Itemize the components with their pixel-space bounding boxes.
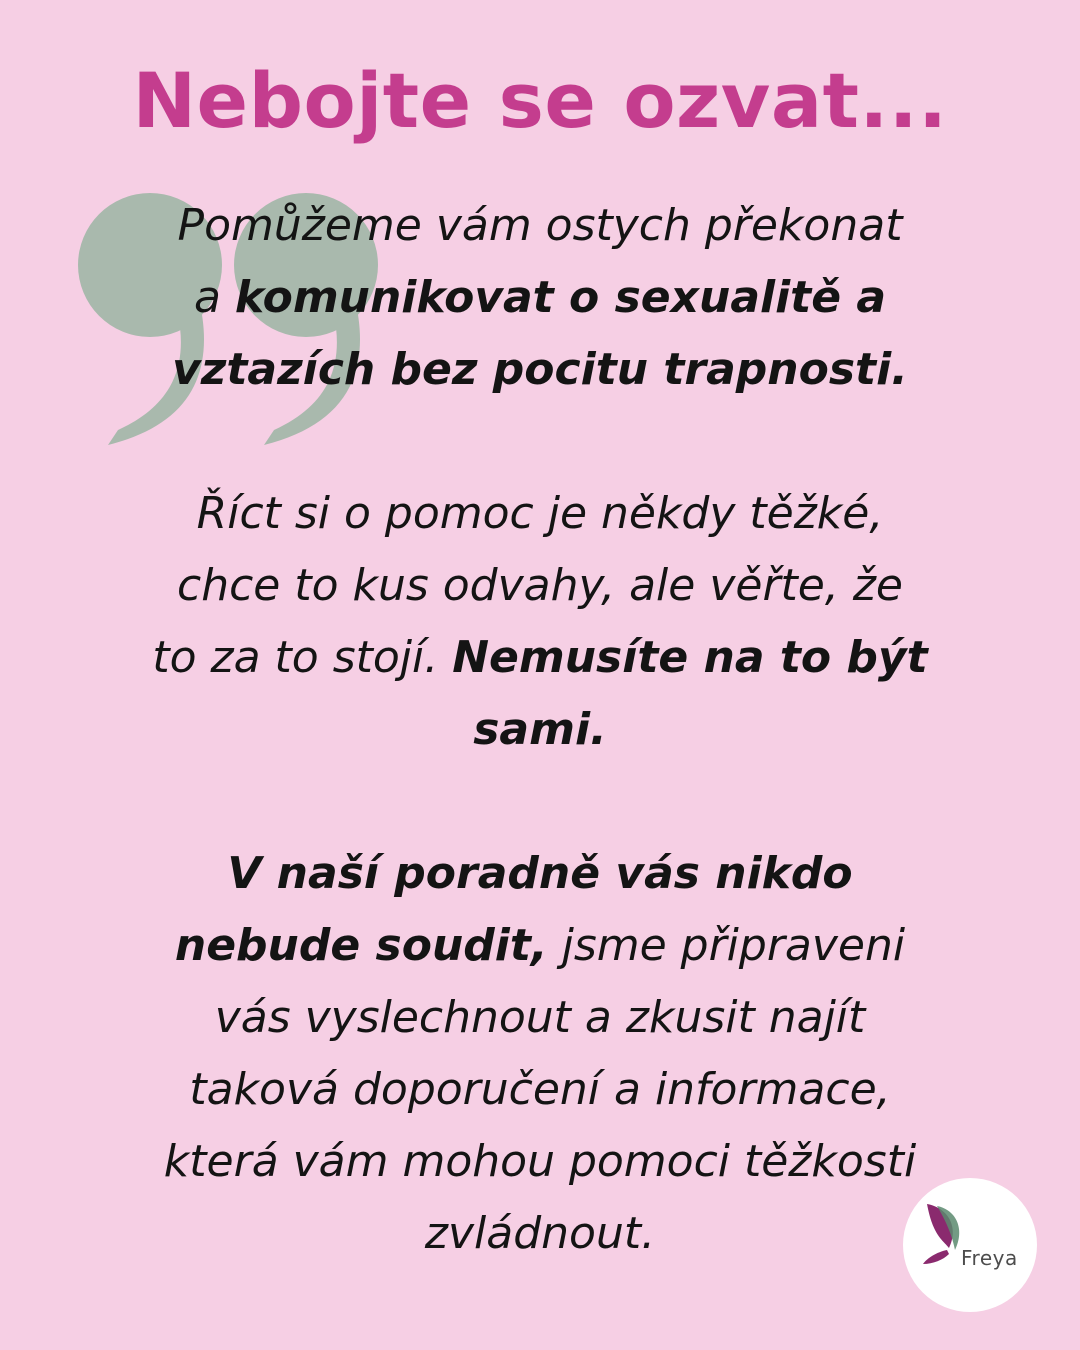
counsel-line-1-bold: V naší poradně vás nikdo	[227, 848, 853, 899]
counsel-line-3: vás vyslechnout a zkusit najít	[214, 992, 866, 1043]
quote-line-2: a	[193, 272, 235, 323]
help-line-2: chce to kus odvahy, ale věřte, že	[177, 560, 903, 611]
counseling-paragraph	[90, 838, 990, 1270]
counsel-line-2: jsme připraveni	[547, 920, 906, 971]
quote-line-2-bold: komunikovat o sexualitě a	[234, 272, 887, 323]
counsel-line-5: která vám mohou pomoci těžkosti	[163, 1136, 917, 1187]
page-title: Nebojte se ozvat...	[132, 56, 948, 145]
help-line-3: to za to stojí.	[152, 632, 453, 683]
quote-line-3-bold: vztazích bez pocitu trapnosti.	[172, 344, 908, 395]
counsel-line-2-bold: nebude soudit,	[174, 920, 548, 971]
logo-text: Freya	[961, 1246, 1018, 1270]
help-line-3-bold: Nemusíte na to být	[452, 632, 928, 683]
help-line-1: Říct si o pomoc je někdy těžké,	[196, 488, 884, 539]
quote-line-1: Pomůžeme vám ostych překonat	[177, 200, 903, 251]
counsel-line-6: zvládnout.	[424, 1208, 656, 1259]
counsel-line-4: taková doporučení a informace,	[189, 1064, 891, 1115]
help-paragraph	[90, 478, 990, 766]
freya-logo	[903, 1178, 1037, 1312]
help-line-4-bold: sami.	[473, 704, 607, 755]
intro-quote	[90, 190, 990, 406]
